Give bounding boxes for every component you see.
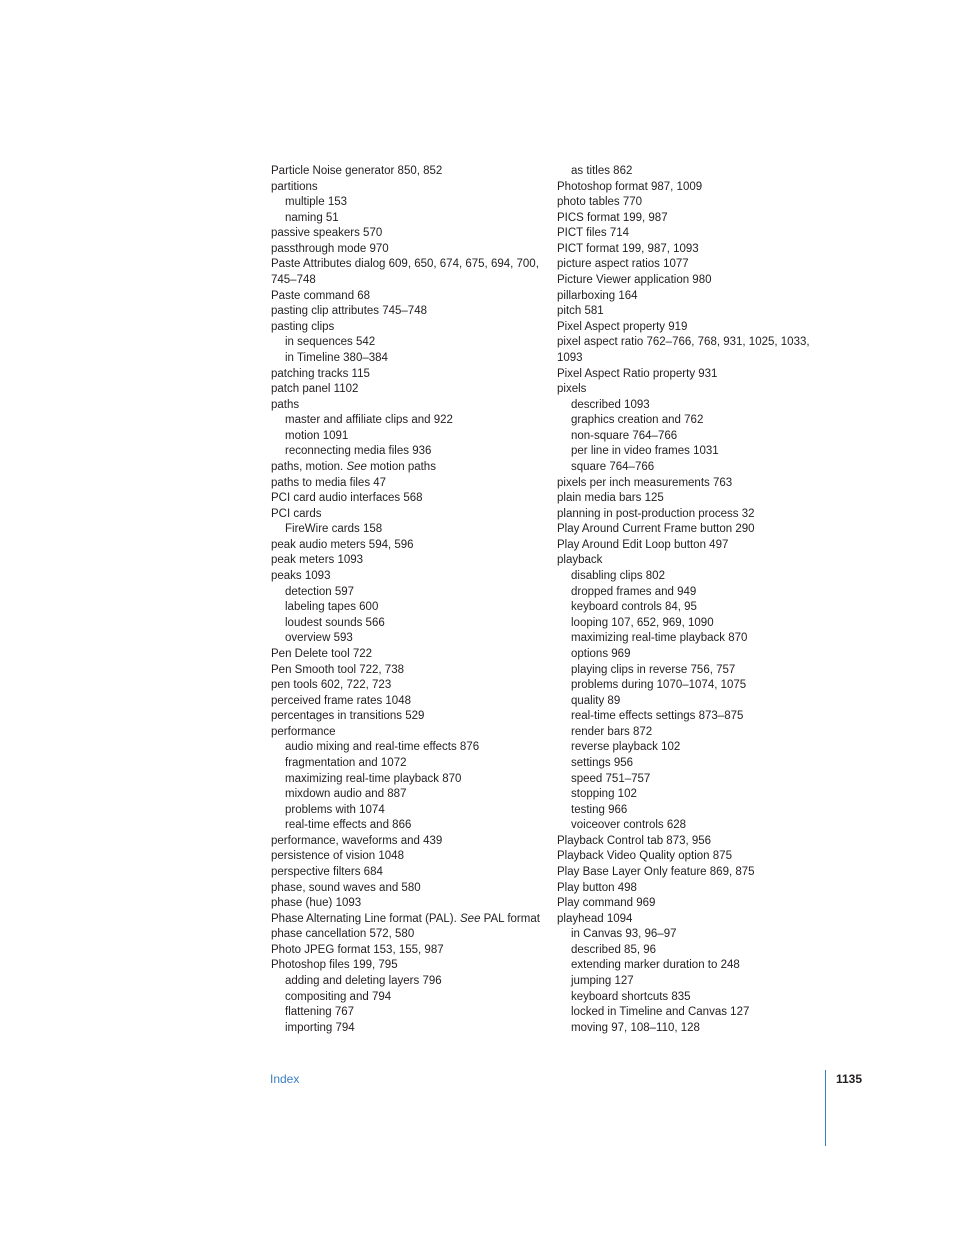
entry-text: in sequences 542: [285, 336, 376, 349]
index-entry: [557, 896, 817, 912]
index-subentry: [271, 803, 546, 819]
entry-text: Play command 969: [557, 897, 656, 910]
entry-text: picture aspect ratios 1077: [557, 258, 689, 271]
index-entry: [271, 958, 546, 974]
index-entry: [557, 538, 817, 554]
index-entry: [557, 553, 817, 569]
entry-text: playback: [557, 554, 603, 567]
index-subentry: [557, 1021, 817, 1037]
entry-text: peaks 1093: [271, 570, 331, 583]
entry-text: adding and deleting layers 796: [285, 975, 442, 988]
entry-text: Photo JPEG format 153, 155, 987: [271, 943, 444, 956]
index-subentry: [271, 740, 546, 756]
index-entry: [271, 289, 546, 305]
entry-text: pitch 581: [557, 305, 604, 318]
entry-text: FireWire cards 158: [285, 523, 383, 536]
index-subentry: [271, 444, 546, 460]
entry-text: paths: [271, 398, 300, 411]
index-entry: [271, 678, 546, 694]
entry-text: peak audio meters 594, 596: [271, 538, 414, 551]
entry-text: real-time effects settings 873–875: [571, 710, 744, 723]
index-entry: [271, 725, 546, 741]
index-subentry: [557, 756, 817, 772]
index-subentry: [557, 631, 817, 647]
index-column-right: [557, 164, 817, 1036]
entry-text: Particle Noise generator 850, 852: [271, 165, 443, 177]
entry-text: real-time effects and 866: [285, 819, 412, 832]
see-reference: See: [460, 912, 481, 925]
index-entry: [271, 694, 546, 710]
entry-text: importing 794: [285, 1021, 355, 1034]
index-entry: [557, 881, 817, 897]
entry-text: pixel aspect ratio 762–766, 768, 931, 1025, 1033, 1093: [557, 336, 810, 364]
entry-text: Photoshop format 987, 1009: [557, 180, 703, 193]
index-subentry: [557, 429, 817, 445]
index-entry: [271, 398, 546, 414]
entry-text: pasting clips: [271, 320, 335, 333]
index-entry: [271, 304, 546, 320]
index-entry: [557, 834, 817, 850]
index-entry: [271, 553, 546, 569]
index-entry: [557, 367, 817, 383]
entry-text: quality 89: [571, 694, 621, 707]
entry-text: square 764–766: [571, 460, 655, 473]
see-target: motion paths: [366, 460, 436, 473]
entry-text: PICT files 714: [557, 227, 630, 240]
index-entry: [271, 709, 546, 725]
entry-text: non-square 764–766: [571, 429, 678, 442]
index-subentry: [271, 1021, 546, 1037]
index-subentry: [557, 444, 817, 460]
index-subentry: [557, 694, 817, 710]
index-subentry: [557, 585, 817, 601]
entry-text: pillarboxing 164: [557, 289, 638, 302]
entry-text: reverse playback 102: [571, 741, 681, 754]
entry-text: photo tables 770: [557, 196, 643, 209]
index-entry: [557, 476, 817, 492]
entry-text: planning in post-production process 32: [557, 507, 755, 520]
index-entry: [557, 912, 817, 928]
index-subentry: [271, 756, 546, 772]
index-entry: [557, 507, 817, 523]
index-entry: [557, 211, 817, 227]
index-subentry: [557, 958, 817, 974]
entry-text: partitions: [271, 180, 318, 193]
index-entry: [271, 943, 546, 959]
entry-text: PICT format 199, 987, 1093: [557, 242, 699, 255]
entry-text: flattening 767: [285, 1006, 355, 1019]
entry-text: maximizing real-time playback 870: [285, 772, 462, 785]
entry-text: playing clips in reverse 756, 757: [571, 663, 736, 676]
index-entry: [557, 849, 817, 865]
entry-text: motion 1091: [285, 429, 349, 442]
entry-text: master and affiliate clips and 922: [285, 414, 453, 427]
index-entry: [557, 226, 817, 242]
entry-text: PCI card audio interfaces 568: [271, 492, 423, 505]
entry-text: testing 966: [571, 803, 628, 816]
index-entry: [271, 257, 546, 288]
entry-text: Play Base Layer Only feature 869, 875: [557, 866, 755, 879]
entry-text: Picture Viewer application 980: [557, 274, 712, 287]
entry-text: paths to media files 47: [271, 476, 387, 489]
index-subentry: [557, 678, 817, 694]
entry-text: naming 51: [285, 211, 339, 224]
entry-text: problems with 1074: [285, 803, 385, 816]
index-entry: [271, 896, 546, 912]
entry-text: keyboard controls 84, 95: [571, 601, 697, 614]
entry-text: looping 107, 652, 969, 1090: [571, 616, 714, 629]
entry-text: patch panel 1102: [271, 383, 359, 396]
entry-text: phase, sound waves and 580: [271, 881, 421, 894]
index-subentry: [557, 803, 817, 819]
entry-text: problems during 1070–1074, 1075: [571, 679, 747, 692]
index-column-left: [271, 164, 546, 1036]
entry-text: detection 597: [285, 585, 355, 598]
index-subentry: [557, 569, 817, 585]
entry-text: Play Around Edit Loop button 497: [557, 538, 729, 551]
entry-text: percentages in transitions 529: [271, 710, 425, 723]
entry-text: compositing and 794: [285, 990, 392, 1003]
index-subentry: [557, 164, 817, 180]
entry-text: loudest sounds 566: [285, 616, 385, 629]
index-subentry: [271, 990, 546, 1006]
index-entry: [271, 460, 546, 476]
index-subentry: [557, 413, 817, 429]
footer-divider: [825, 1070, 826, 1146]
entry-text: disabling clips 802: [571, 570, 665, 583]
entry-text: per line in video frames 1031: [571, 445, 719, 458]
index-subentry: [557, 663, 817, 679]
index-entry: [271, 226, 546, 242]
index-subentry: [557, 616, 817, 632]
entry-text: audio mixing and real-time effects 876: [285, 741, 480, 754]
entry-text: playhead 1094: [557, 912, 633, 925]
index-subentry: [557, 709, 817, 725]
index-entry: [557, 257, 817, 273]
entry-text: plain media bars 125: [557, 492, 664, 505]
entry-text: perceived frame rates 1048: [271, 694, 411, 707]
entry-text: paths, motion.: [271, 460, 347, 473]
entry-text: stopping 102: [571, 788, 637, 801]
index-entry: [271, 663, 546, 679]
entry-text: Playback Control tab 873, 956: [557, 834, 712, 847]
index-entry: [271, 834, 546, 850]
entry-text: Paste Attributes dialog 609, 650, 674, 675, 694, 700, 745–748: [271, 258, 539, 287]
entry-text: locked in Timeline and Canvas 127: [571, 1006, 750, 1019]
entry-text: Paste command 68: [271, 289, 371, 302]
index-entry: [271, 367, 546, 383]
index-subentry: [271, 631, 546, 647]
index-entry: [271, 180, 546, 196]
index-subentry: [271, 616, 546, 632]
index-subentry: [271, 600, 546, 616]
index-entry: [271, 538, 546, 554]
entry-text: render bars 872: [571, 725, 653, 738]
index-entry: [271, 164, 546, 180]
entry-text: dropped frames and 949: [571, 585, 697, 598]
index-entry: [557, 382, 817, 398]
entry-text: pen tools 602, 722, 723: [271, 679, 392, 692]
index-entry: [557, 522, 817, 538]
index-subentry: [557, 600, 817, 616]
entry-text: peak meters 1093: [271, 554, 364, 567]
entry-text: passive speakers 570: [271, 227, 383, 240]
entry-text: phase cancellation 572, 580: [271, 928, 415, 941]
index-subentry: [557, 818, 817, 834]
entry-text: Playback Video Quality option 875: [557, 850, 732, 863]
entry-text: as titles 862: [571, 165, 633, 177]
index-entry: [557, 180, 817, 196]
entry-text: pasting clip attributes 745–748: [271, 305, 427, 318]
index-entry: [271, 476, 546, 492]
index-entry: [557, 289, 817, 305]
footer-section-label: Index: [270, 1072, 300, 1086]
index-subentry: [271, 211, 546, 227]
index-subentry: [271, 522, 546, 538]
index-subentry: [557, 647, 817, 663]
entry-text: patching tracks 115: [271, 367, 370, 380]
entry-text: Play button 498: [557, 881, 637, 894]
entry-text: jumping 127: [571, 975, 634, 988]
index-subentry: [557, 927, 817, 943]
index-subentry: [271, 787, 546, 803]
index-entry: [271, 320, 546, 336]
index-subentry: [557, 398, 817, 414]
entry-text: extending marker duration to 248: [571, 959, 740, 972]
entry-text: described 85, 96: [571, 943, 657, 956]
index-subentry: [557, 460, 817, 476]
see-reference: See: [346, 460, 367, 473]
index-entry: [271, 881, 546, 897]
entry-text: Play Around Current Frame button 290: [557, 523, 755, 536]
index-entry: [557, 195, 817, 211]
entry-text: phase (hue) 1093: [271, 897, 362, 910]
entry-text: reconnecting media files 936: [285, 445, 432, 458]
index-subentry: [271, 195, 546, 211]
entry-text: Pen Delete tool 722: [271, 647, 373, 660]
index-entry: [271, 865, 546, 881]
entry-text: graphics creation and 762: [571, 414, 704, 427]
index-entry: [271, 507, 546, 523]
entry-text: fragmentation and 1072: [285, 756, 407, 769]
entry-text: Photoshop files 199, 795: [271, 959, 398, 972]
index-subentry: [557, 772, 817, 788]
index-subentry: [557, 990, 817, 1006]
index-subentry: [271, 974, 546, 990]
entry-text: settings 956: [571, 756, 634, 769]
index-subentry: [557, 725, 817, 741]
index-subentry: [271, 429, 546, 445]
entry-text: speed 751–757: [571, 772, 651, 785]
index-subentry: [271, 351, 546, 367]
entry-text: Pen Smooth tool 722, 738: [271, 663, 404, 676]
index-entry: [271, 849, 546, 865]
entry-text: persistence of vision 1048: [271, 850, 404, 863]
index-subentry: [271, 1005, 546, 1021]
entry-text: described 1093: [571, 398, 650, 411]
entry-text: labeling tapes 600: [285, 601, 379, 614]
entry-text: perspective filters 684: [271, 866, 383, 879]
see-target: PAL format: [480, 912, 540, 925]
index-subentry: [271, 335, 546, 351]
index-subentry: [271, 818, 546, 834]
index-entry: [271, 569, 546, 585]
entry-text: passthrough mode 970: [271, 242, 389, 255]
entry-text: in Timeline 380–384: [285, 351, 388, 364]
index-subentry: [557, 974, 817, 990]
index-subentry: [271, 772, 546, 788]
index-subentry: [271, 585, 546, 601]
index-entry: [271, 647, 546, 663]
index-entry: [271, 491, 546, 507]
index-subentry: [557, 740, 817, 756]
entry-text: options 969: [571, 647, 631, 660]
index-entry: [557, 320, 817, 336]
index-entry: [557, 335, 817, 366]
entry-text: Pixel Aspect property 919: [557, 320, 688, 333]
entry-text: voiceover controls 628: [571, 819, 687, 832]
index-entry: [557, 865, 817, 881]
index-entry: [557, 304, 817, 320]
index-entry: [557, 273, 817, 289]
index-subentry: [557, 943, 817, 959]
entry-text: Pixel Aspect Ratio property 931: [557, 367, 718, 380]
index-entry: [271, 927, 546, 943]
entry-text: PCI cards: [271, 507, 322, 520]
entry-text: pixels: [557, 383, 587, 396]
entry-text: keyboard shortcuts 835: [571, 990, 691, 1003]
entry-text: pixels per inch measurements 763: [557, 476, 733, 489]
index-subentry: [271, 413, 546, 429]
index-entry: [557, 242, 817, 258]
entry-text: Phase Alternating Line format (PAL).: [271, 912, 460, 925]
entry-text: performance: [271, 725, 336, 738]
index-entry: [271, 382, 546, 398]
index-entry: [271, 912, 546, 928]
entry-text: moving 97, 108–110, 128: [571, 1021, 700, 1034]
index-subentry: [557, 787, 817, 803]
entry-text: overview 593: [285, 632, 353, 645]
entry-text: PICS format 199, 987: [557, 211, 668, 224]
entry-text: in Canvas 93, 96–97: [571, 928, 677, 941]
entry-text: mixdown audio and 887: [285, 788, 407, 801]
index-entry: [271, 242, 546, 258]
index-entry: [557, 491, 817, 507]
entry-text: multiple 153: [285, 196, 348, 209]
entry-text: maximizing real-time playback 870: [571, 632, 748, 645]
page-number: 1135: [836, 1072, 863, 1086]
index-subentry: [557, 1005, 817, 1021]
entry-text: performance, waveforms and 439: [271, 834, 443, 847]
